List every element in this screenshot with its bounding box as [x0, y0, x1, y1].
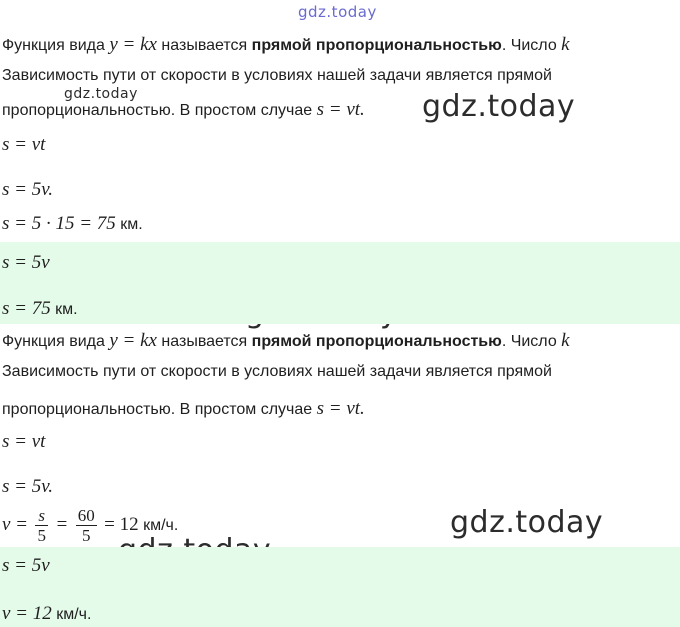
answer-equation-s-5v: s = 5v — [2, 555, 50, 576]
watermark-top: gdz.today — [298, 3, 377, 21]
definition-line: Функция вида y = kx называется прямой пропорциональностью. Число k — [2, 330, 570, 351]
equation-v-12: v = $\frac{s}{5}$ = $\frac{60}{5}$ = 12 км/ч. — [2, 506, 179, 546]
watermark-small: gdz.today — [64, 86, 138, 102]
dependency-line: Зависимость пути от скорости в условиях нашей задачи является прямой — [2, 67, 552, 84]
answer-box — [0, 242, 680, 324]
equation-s-5v: s = 5v. — [2, 476, 53, 497]
watermark-large-3: gdz.today — [450, 505, 604, 540]
definition-line: Функция вида y = kx называется прямой пропорциональностью. Число k — [2, 34, 570, 55]
fraction-60-over-5: $\frac{60}{5}$ — [77, 506, 95, 546]
answer-equation-s-5v: s = 5v — [2, 252, 50, 273]
answer-equation-s-75: s = 75 км. — [2, 298, 78, 319]
answer-equation-v-12: v = 12 км/ч. — [2, 603, 92, 624]
fraction-s-over-5: $\frac{s}{5}$ — [37, 506, 46, 546]
equation-s-vt: s = vt — [2, 431, 46, 452]
simple-case-line: пропорциональностью. В простом случае s = vt. — [2, 99, 365, 120]
equation-s-5v: s = 5v. — [2, 179, 53, 200]
equation-s-vt: s = vt — [2, 134, 46, 155]
dependency-line: Зависимость пути от скорости в условиях нашей задачи является прямой — [2, 363, 552, 380]
watermark-large-1: gdz.today — [422, 89, 576, 124]
answer-box — [0, 547, 680, 627]
simple-case-line: пропорциональностью. В простом случае s = vt. — [2, 398, 365, 419]
equation-s-75: s = 5 · 15 = 75 км. — [2, 213, 143, 234]
